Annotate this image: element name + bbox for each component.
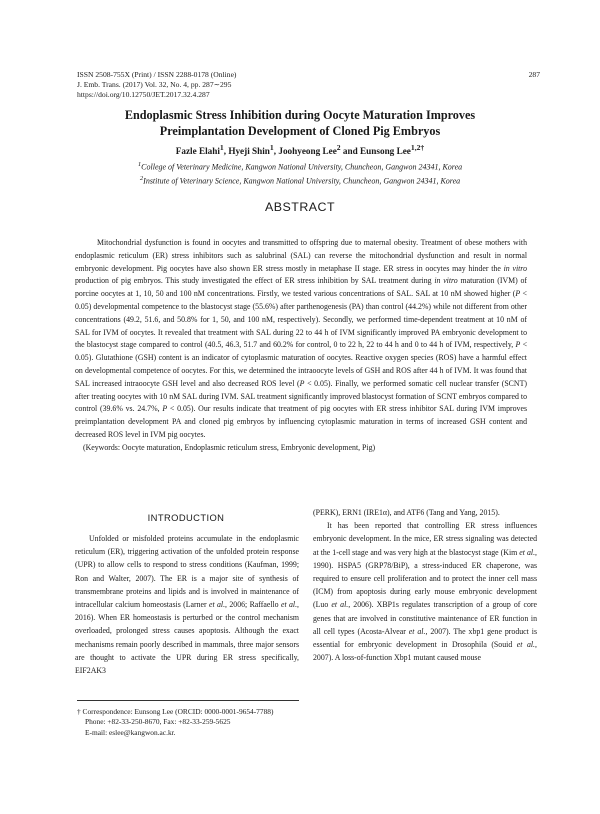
email-link[interactable]: E-mail: eslee@kangwon.ac.kr. bbox=[85, 727, 176, 737]
abstract-body bbox=[75, 237, 527, 455]
intro-left-column bbox=[75, 532, 299, 677]
citation-line: J. Emb. Trans. (2017) Vol. 32, No. 4, pp. 287∼295 bbox=[77, 80, 232, 90]
intro-right-column bbox=[313, 506, 537, 664]
footnote-divider bbox=[77, 700, 299, 701]
author-name: Eunsong Lee bbox=[360, 146, 411, 157]
title-line-2: Preimplantation Development of Cloned Pig Embryos bbox=[159, 124, 441, 138]
page-number: 287 bbox=[528, 70, 540, 79]
issn-line: ISSN 2508-755X (Print) / ISSN 2288-0178 (Online) bbox=[77, 70, 237, 79]
phone-fax-line: Phone: +82-33-250-8670, Fax: +82-33-259-5625 bbox=[85, 717, 231, 727]
abstract-paragraph: Mitochondrial dysfunction is found in oocytes and transmitted to offspring due to maternal obesity. Treatment of obese mothers with endoplasmic reticulum (ER) stress inhibitors such as salubrinal (SAL) can reverse the mitochondrial dysfunction and result in normal embryonic development. Pig oocytes have also shown ER stress mostly in metaphase II stage. ER stress in oocytes may hinder the in vitro production of pig embryos. This study investigated the effect of ER stress inhibition by SAL treatment during in vitro maturation (IVM) of porcine oocytes at 1, 10, 50 and 100 nM concentrations. Firstly, we tested various concentrations of SAL. SAL at 10 nM showed higher (P < 0.05) developmental competence to the blastocyst stage (55.6%) after parthenogenesis (PA) than control (44.2%) while not different from other concentrations (49.2, 51.6, and 50.8% for 1, 50, and 100 nM, respectively). Secondly, we performed time-dependent treatment at 10 nM of SAL for IVM of oocytes. It revealed that treatment with SAL during 22 to 44 h of IVM significantly improved PA embryonic development to the blastocyst stage compared to control (40.5, 46.3, 51.7 and 60.2% for control, 0 to 22 h, 22 to 44 h and 0 to 44 h of IVM, respectively, P < 0.05). Glutathione (GSH) content is an indicator of cytoplasmic maturation of oocytes. Reactive oxygen species (ROS) have a harmful effect on developmental competence of oocytes. For this, we determined the intraoocyte levels of GSH and ROS after 44 h of IVM. It was found that SAL increased intraoocyte GSH level and also decreased ROS level (P < 0.05). Finally, we performed somatic cell nuclear transfer (SCNT) after treating oocytes with 10 nM SAL during IVM. SAL treatment significantly improved blastocyst formation of SCNT embryos compared to control (39.6% vs. 24.7%, P < 0.05). Our results indicate that treatment of pig oocytes with ER stress inhibitor SAL during IVM improves preimplantation development PA and cloned pig embryos by influencing cytoplasmic maturation in terms of increased GSH content and decreased ROS level in IVM pig oocytes. bbox=[75, 238, 527, 439]
introduction-heading: INTRODUCTION bbox=[147, 512, 225, 523]
intro-paragraph-continued: (PERK), ERN1 (IRE1α), and ATF6 (Tang and Yang, 2015). bbox=[313, 508, 500, 517]
intro-paragraph: It has been reported that controlling ER stress influences embryonic development. In the mice, ER stress signaling was detected at the 1-cell stage and was very high at the blastocyst stage (Kim et al., 1990). HSPA5 (GRP78/BiP), a stress-induced ER chaperone, was required to ensure cell proliferation and to protect the inner cell mass (ICM) from apoptosis during early mouse embryonic development (Luo et al., 2006). XBP1s regulates transcription of a group of core genes that are involved in constitutive maintenance of ER function in all cell types (Acosta-Alvear et al., 2007). The xbp1 gene product is essential for embryonic development in Drosophila (Souid et al., 2007). A loss-of-function Xbp1 mutant caused mouse bbox=[313, 521, 538, 663]
author-name: Hyeji Shin bbox=[228, 146, 270, 157]
intro-paragraph: Unfolded or misfolded proteins accumulate in the endoplasmic reticulum (ER), triggering activation of the unfolded protein response (UPR) to allow cells to respond to stress conditions (Kaufman, 1999; Ron and Walter, 2007). The ER is a major site of synthesis of transmembrane proteins and lipids and is involved in maintenance of intracellular calcium homeostasis (Larner et al., 2006; Raffaello et al., 2016). When ER homeostasis is perturbed or the control mechanism overloaded, prolonged stress causes apoptosis. Although the exact mechanisms remain poorly described in mammals, three major sensors are thought to activate the UPR during ER stress specifically, EIF2AK3 bbox=[75, 534, 300, 676]
doi-link[interactable]: https://doi.org/10.12750/JET.2017.32.4.287 bbox=[77, 90, 210, 100]
title-line-1: Endoplasmic Stress Inhibition during Oocyte Maturation Improves bbox=[124, 108, 476, 122]
paper-title bbox=[40, 107, 560, 139]
affiliation-2 bbox=[40, 173, 560, 187]
author-superscript: 1,2† bbox=[410, 143, 425, 152]
author-superscript: 1 bbox=[269, 143, 274, 152]
author-list: Fazle Elahi$^1$, Hyeji Shin$^1$, Joohyeong Lee$^2$ and Eunsong Lee$^{1,2\dagger}$ bbox=[175, 143, 425, 157]
affiliation-number: 2 bbox=[139, 174, 144, 182]
affiliation-number: 1 bbox=[137, 161, 142, 168]
abstract-heading: ABSTRACT bbox=[264, 200, 336, 214]
affiliation-text: College of Veterinary Medicine, Kangwon National University, Chuncheon, Gangwon 24341, Korea bbox=[141, 162, 463, 172]
correspondence-line: † Correspondence: Eunsong Lee (ORCID: 0000-0001-9654-7788) bbox=[77, 707, 274, 716]
affiliations bbox=[40, 159, 560, 186]
affiliation-1 bbox=[40, 159, 560, 173]
affiliation-text: Institute of Veterinary Science, Kangwon National University, Chuncheon, Gangwon 24341, Korea bbox=[143, 176, 461, 186]
journal-header bbox=[77, 70, 236, 101]
author-name: Joohyeong Lee bbox=[278, 146, 337, 157]
author-superscript: 1 bbox=[219, 143, 224, 152]
keywords-line: (Keywords: Oocyte maturation, Endoplasmic reticulum stress, Embryonic development, Pig) bbox=[83, 442, 376, 452]
author-superscript: 2 bbox=[336, 143, 341, 152]
correspondence-footnote bbox=[77, 707, 273, 738]
author-name: Fazle Elahi bbox=[175, 146, 220, 157]
